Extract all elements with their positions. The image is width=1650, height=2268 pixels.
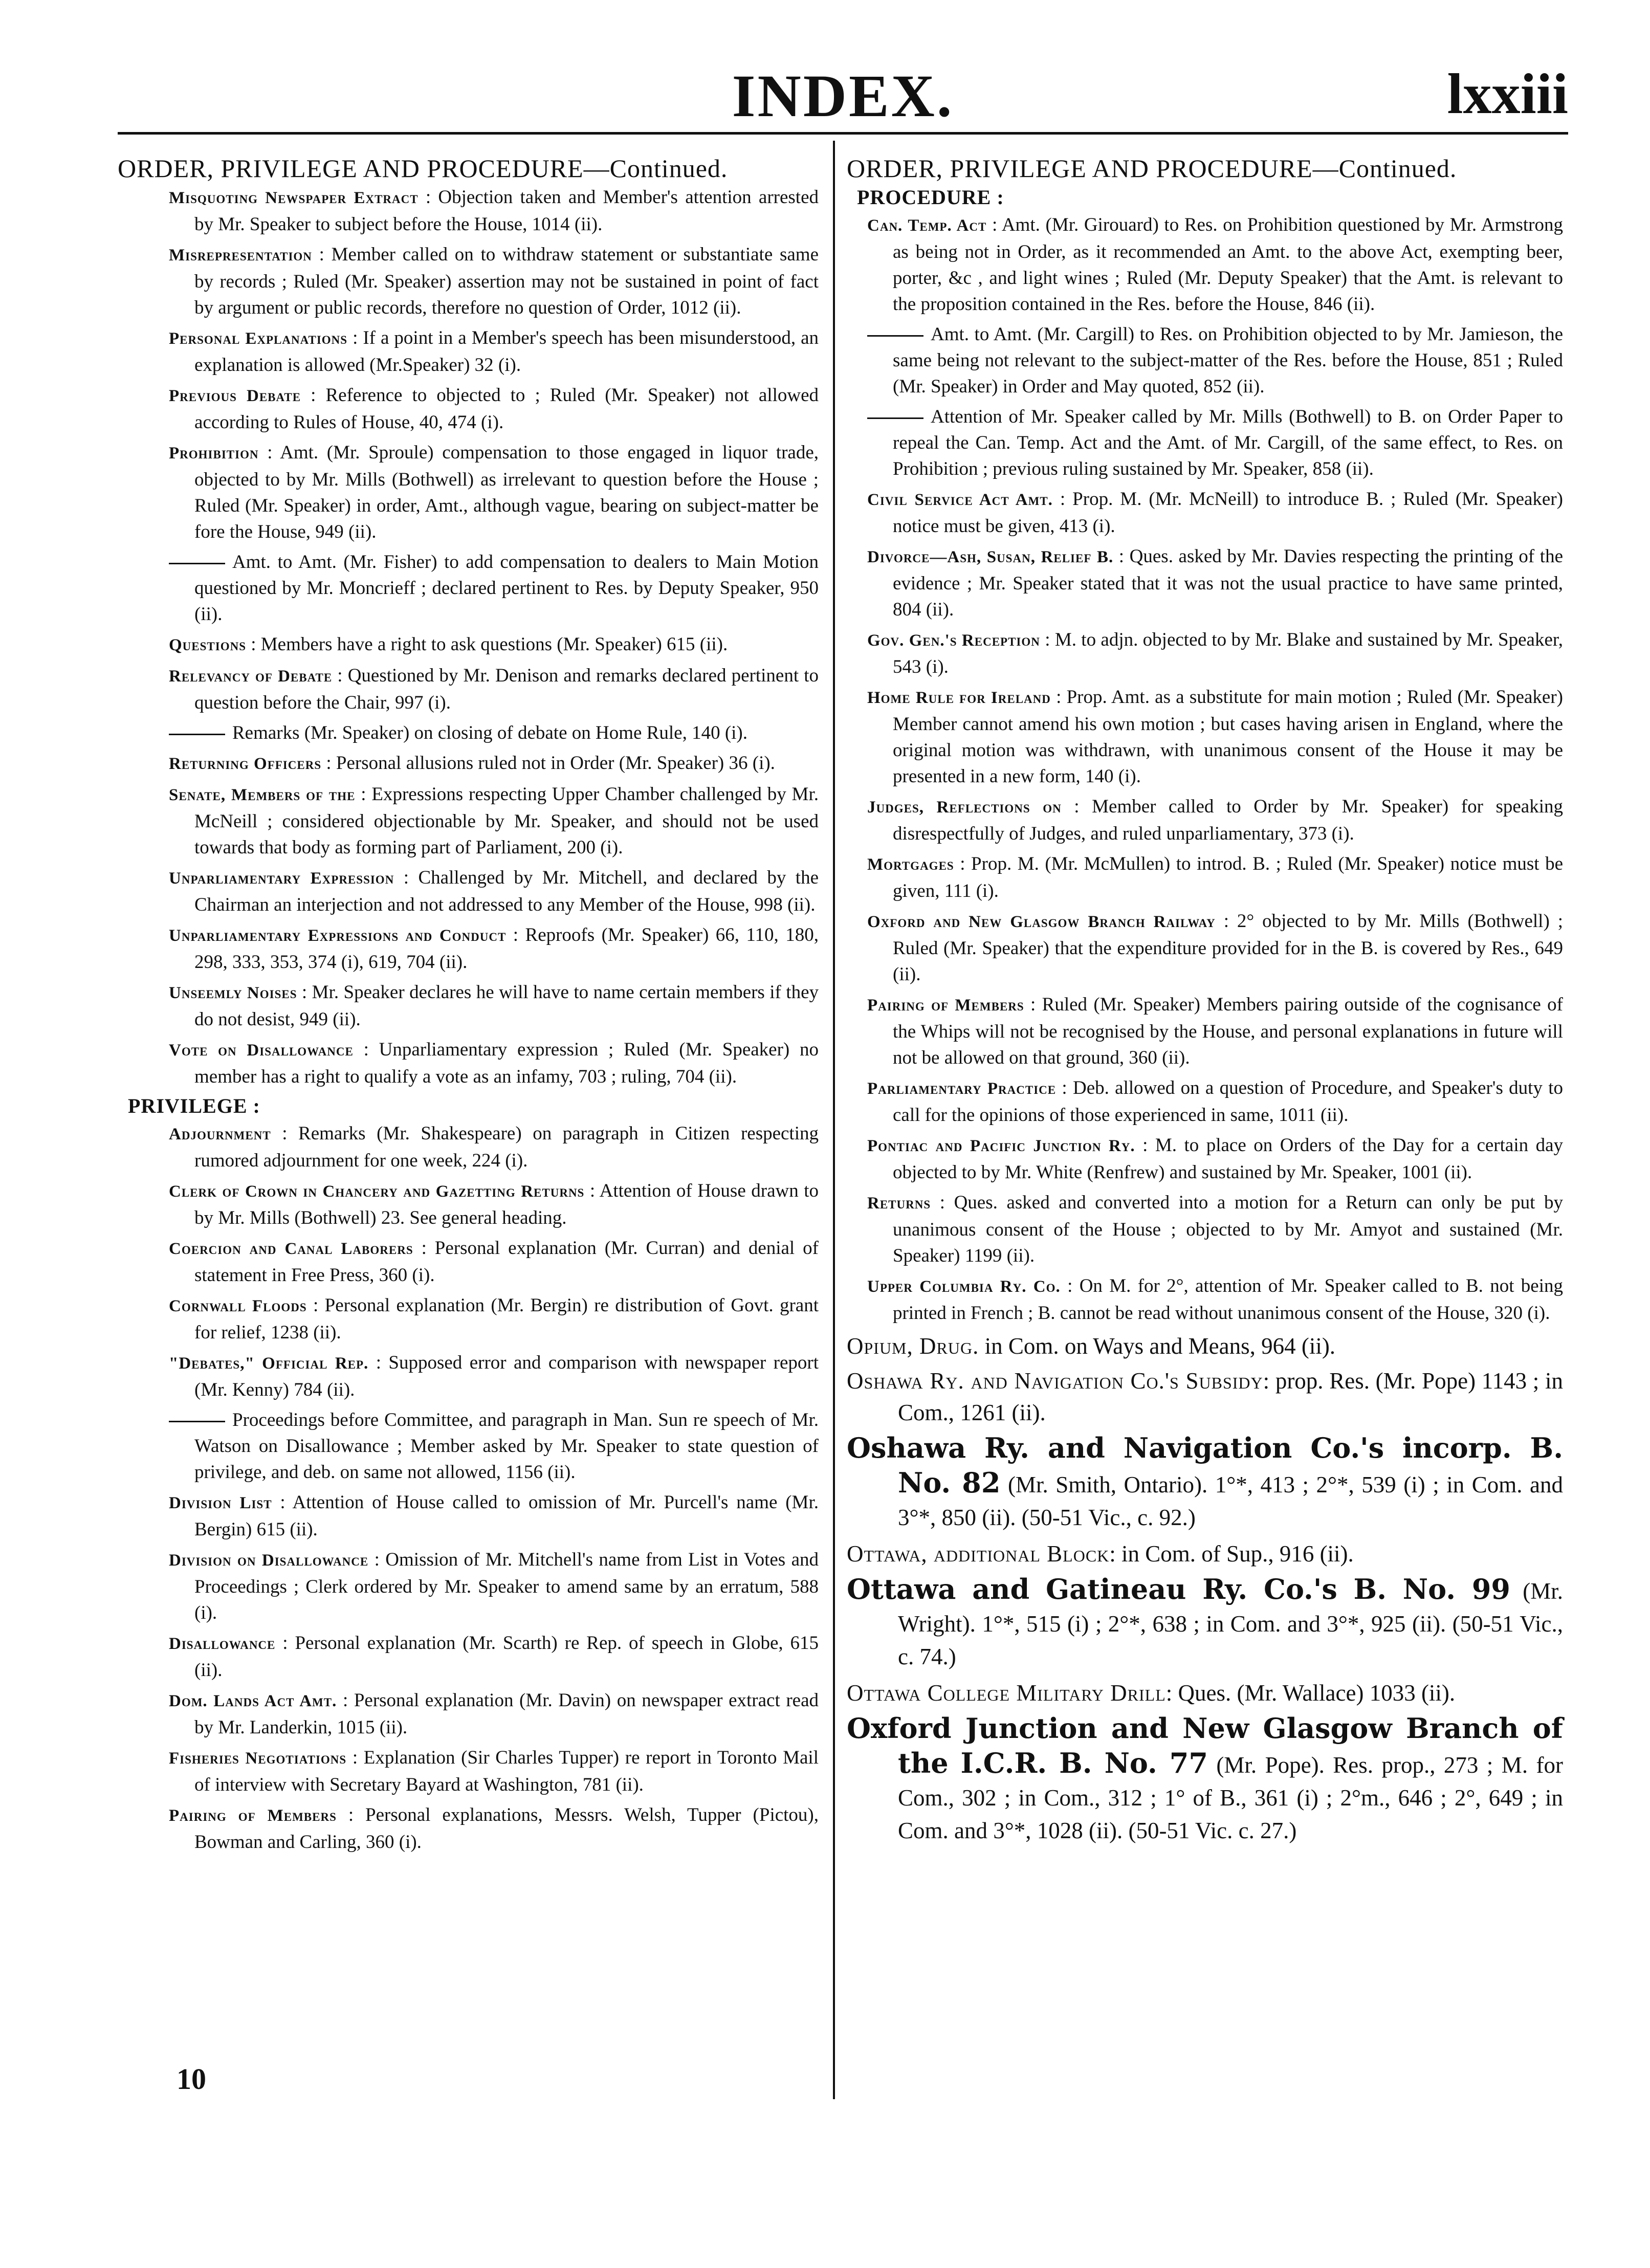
entry-keyword: "Debates," Official Rep. [169, 1354, 369, 1373]
index-entry [847, 992, 1563, 1071]
index-entry [118, 382, 819, 435]
entry-text: : Remarks (Mr. Shakespeare) on paragraph in Citizen respecting rumored adjournment for one week, 224 (i). [194, 1123, 819, 1171]
entry-text: : Attention of House called to omission of Mr. Purcell's name (Mr. Bergin) 615 (ii). [194, 1492, 819, 1540]
main-entry-keyword: Oxford Junction and New Glasgow Branch of the I.C.R. B. No. 77 [847, 1712, 1563, 1779]
page-header [118, 61, 1568, 128]
index-entry [118, 1630, 819, 1683]
entry-keyword: Division List [169, 1494, 272, 1512]
main-entry-keyword: Ottawa, additional Block [847, 1541, 1110, 1567]
index-entry [847, 543, 1563, 623]
index-entry [118, 549, 819, 627]
index-entry [847, 627, 1563, 680]
main-index-entry [847, 1330, 1563, 1362]
main-index-entry [847, 1432, 1563, 1534]
index-entry [847, 1075, 1563, 1128]
main-index-entry [847, 1365, 1563, 1428]
index-entry [118, 922, 819, 975]
index-entry [847, 321, 1563, 400]
index-entry [118, 1178, 819, 1231]
entry-text: : Personal explanation (Mr. Bergin) re distribution of Govt. grant for relief, 1238 (ii). [194, 1295, 819, 1343]
entry-text: : Expressions respecting Upper Chamber challenged by Mr. McNeill ; considered objectionable by Mr. Speaker, and should not be used towards that body as forming part of Parliament, 200 (i). [194, 784, 819, 858]
main-index-entry [847, 1677, 1563, 1709]
main-entry-text: : Ques. (Mr. Wallace) 1033 (ii). [1165, 1680, 1456, 1706]
entry-text: : Ruled (Mr. Speaker) Members pairing outside of the cognisance of the Whips will not be recognised by the House, and personal explanations in future will not be allowed on that ground, 360 (ii). [893, 994, 1563, 1068]
main-entry-keyword: Oshawa Ry. and Navigation Co.'s Subsidy [847, 1368, 1263, 1394]
entry-text: Amt. to Amt. (Mr. Cargill) to Res. on Prohibition objected to by Mr. Jamieson, the same being not relevant to the subject-matter of the Res. before the House, 851 ; Ruled (Mr. Speaker) in Order and May quoted, 852 (ii). [893, 324, 1563, 397]
index-entry [118, 1687, 819, 1741]
entry-text: : Ques. asked and converted into a motion for a Return can only be put by unanimous consent of the House ; objected to by Mr. Amyot and sustained (Mr. Speaker) 1199 (ii). [893, 1192, 1563, 1266]
entry-keyword: Oxford and New Glasgow Branch Railway [867, 913, 1216, 931]
index-entry [118, 1235, 819, 1288]
index-entry [847, 1132, 1563, 1185]
main-entry-text: in Com. on Ways and Means, 964 (ii). [979, 1333, 1336, 1359]
entry-text: : Mr. Speaker declares he will have to name certain members if they do not desist, 949 (ii). [194, 982, 819, 1030]
index-entry [847, 1273, 1563, 1326]
index-entry [847, 212, 1563, 317]
entry-keyword: Parliamentary Practice [867, 1080, 1057, 1098]
entry-keyword: Mortgages [867, 855, 954, 874]
entry-text: : M. to adjn. objected to by Mr. Blake and sustained by Mr. Speaker, 543 (i). [893, 629, 1563, 677]
entry-keyword: Coercion and Canal Laborers [169, 1240, 413, 1258]
entry-text: : Ques. asked by Mr. Davies respecting the printing of the evidence ; Mr. Speaker stated that it was not the usual practice to have same printed, 804 (ii). [893, 546, 1563, 620]
entry-keyword: Returns [867, 1194, 931, 1213]
entry-keyword: Misrepresentation [169, 246, 312, 265]
index-entry [118, 663, 819, 716]
entry-text: Remarks (Mr. Speaker) on closing of debate on Home Rule, 140 (i). [232, 722, 747, 743]
index-entry [118, 865, 819, 918]
section-heading-right: ORDER, PRIVILEGE AND PROCEDURE—Continued. [847, 154, 1457, 183]
privilege-heading: PRIVILEGE : [128, 1094, 260, 1117]
entry-text: : Amt. (Mr. Sproule) compensation to those engaged in liquor trade, objected to by Mr. Mills (Bothwell) as irrelevant to question before the House ; Ruled (Mr. Speaker) in order, Amt., although vague, bearing on subject-matter be fore the House, 949 (ii). [194, 442, 819, 542]
entry-keyword: Civil Service Act Amt. [867, 491, 1053, 509]
entry-text: : Reference to objected to ; Ruled (Mr. Speaker) not allowed according to Rules of House, 40, 474 (i). [194, 385, 819, 433]
index-entry [118, 1292, 819, 1346]
entry-text: : Personal explanations, Messrs. Welsh, Tupper (Pictou), Bowman and Carling, 360 (i). [194, 1804, 819, 1853]
entry-text: : Personal explanation (Mr. Curran) and denial of statement in Free Press, 360 (i). [194, 1238, 819, 1286]
entry-keyword: Unparliamentary Expression [169, 869, 394, 888]
entry-text: Amt. to Amt. (Mr. Fisher) to add compensation to dealers to Main Motion questioned by Mr. Moncrieff ; declared pertinent to Res. by Deputy Speaker, 950 (ii). [194, 552, 819, 625]
entry-text: : On M. for 2°, attention of Mr. Speaker called to B. not being printed in French ; B. cannot be read without unanimous consent of the House, 320 (i). [893, 1275, 1563, 1324]
index-entry [118, 1350, 819, 1403]
signature-mark: 10 [177, 2062, 206, 2096]
index-entry [118, 184, 819, 237]
entry-keyword: Upper Columbia Ry. Co. [867, 1278, 1061, 1296]
entry-keyword: Previous Debate [169, 387, 301, 405]
main-entry-text: (Mr. Wright). 1°*, 515 (i) ; 2°*, 638 ; in Com. and 3°*, 925 (ii). (50-51 Vic., c. 74.) [898, 1578, 1563, 1669]
entry-text: : Omission of Mr. Mitchell's name from List in Votes and Proceedings ; Clerk ordered by Mr. Speaker to amend same by an erratum, 588 (i). [194, 1549, 819, 1623]
section-heading: ORDER, PRIVILEGE AND PROCEDURE—Continued. [118, 154, 728, 183]
entry-text: : Explanation (Sir Charles Tupper) re report in Toronto Mail of interview with Secretary Bayard at Washington, 781 (ii). [194, 1747, 819, 1795]
entry-text: : Member called on to withdraw statement or substantiate same by records ; Ruled (Mr. Speaker) assertion may not be sustained in point of fact by argument or public records, therefore no question of Order, 1012 (ii). [194, 244, 819, 318]
index-entry [118, 241, 819, 321]
entry-text: : Amt. (Mr. Girouard) to Res. on Prohibition questioned by Mr. Armstrong as being not in Order, as it recommended an Amt. to the above Act, exempting beer, porter, &c , and light wines ; Ruled (Mr. Deputy Speaker) that the Amt. is relevant to the proposition contained in the Res. before the House, 846 (ii). [893, 214, 1563, 315]
entry-keyword: Unparliamentary Expressions and Conduct [169, 927, 507, 945]
entry-keyword: Senate, Members of the [169, 786, 356, 804]
right-column [847, 153, 1563, 1851]
index-entry [118, 1489, 819, 1543]
entry-text: : Supposed error and comparison with newspaper report (Mr. Kenny) 784 (ii). [194, 1352, 819, 1400]
entry-keyword: Misquoting Newspaper Extract [169, 189, 419, 207]
entry-keyword: Unseemly Noises [169, 984, 297, 1002]
page-title: INDEX. [732, 62, 954, 129]
entry-keyword: Dom. Lands Act Amt. [169, 1692, 337, 1710]
continuation-dash [867, 417, 923, 419]
main-entry-text: : prop. Res. (Mr. Pope) 1143 ; in Com., 1261 (ii). [898, 1368, 1563, 1425]
index-entry [118, 720, 819, 746]
index-entry [118, 781, 819, 861]
entry-keyword: Questions [169, 636, 246, 654]
column-divider [833, 141, 835, 2099]
main-entry-keyword: Oshawa Ry. and Navigation Co.'s incorp. B. No. 82 [847, 1432, 1563, 1499]
entry-keyword: Pontiac and Pacific Junction Ry. [867, 1137, 1135, 1155]
entry-text: Proceedings before Committee, and paragraph in Man. Sun re speech of Mr. Watson on Disallowance ; Member asked by Mr. Speaker to state question of privilege, and deb. on same not allowed, 1156 (ii). [194, 1410, 819, 1483]
index-entry [847, 486, 1563, 539]
privilege-entries [118, 1120, 819, 1855]
entry-keyword: Division on Disallowance [169, 1551, 369, 1570]
entry-text: : Personal explanation (Mr. Scarth) re Rep. of speech in Globe, 615 (ii). [194, 1633, 819, 1681]
index-entry [847, 908, 1563, 987]
index-entry [847, 1190, 1563, 1269]
index-entry [118, 1802, 819, 1855]
entry-text: : Reproofs (Mr. Speaker) 66, 110, 180, 298, 333, 353, 374 (i), 619, 704 (ii). [194, 924, 819, 973]
entry-text: : Objection taken and Member's attention arrested by Mr. Speaker to subject before the House, 1014 (ii). [194, 187, 819, 235]
entry-text: : 2° objected to by Mr. Mills (Bothwell) ; Ruled (Mr. Speaker) that the expenditure provided for in the B. is covered by Res., 649 (ii). [893, 911, 1563, 985]
main-entry-text: (Mr. Pope). Res. prop., 273 ; M. for Com., 302 ; in Com., 312 ; 1° of B., 361 (i) ; 2°m., 646 ; 2°, 649 ; in Com. and 3°*, 1028 (ii). (50-51 Vic. c. 27.) [898, 1752, 1563, 1843]
entry-text: : Deb. allowed on a question of Procedure, and Speaker's duty to call for the opinions of those experienced in same, 1011 (ii). [893, 1077, 1564, 1126]
entry-keyword: Divorce—Ash, Susan, Relief B. [867, 548, 1114, 566]
main-index-entry [847, 1538, 1563, 1570]
main-entries [847, 1330, 1563, 1847]
entry-keyword: Can. Temp. Act [867, 216, 987, 235]
continuation-dash [169, 563, 225, 564]
right-entries [847, 212, 1563, 1326]
entry-keyword: Fisheries Negotiations [169, 1749, 347, 1768]
entry-keyword: Judges, Reflections on [867, 798, 1062, 817]
entry-text: : Member called to Order by Mr. Speaker) for speaking disrespectfully of Judges, and ruled unparliamentary, 373 (i). [893, 796, 1563, 844]
continuation-dash [867, 335, 923, 337]
left-entries [118, 184, 819, 1090]
entry-text: : If a point in a Member's speech has been misunderstood, an explanation is allowed (Mr.Speaker) 32 (i). [194, 327, 819, 376]
index-entry [118, 1547, 819, 1626]
entry-keyword: Home Rule for Ireland [867, 689, 1051, 707]
entry-keyword: Prohibition [169, 444, 259, 463]
entry-text: : Members have a right to ask questions (Mr. Speaker) 615 (ii). [246, 634, 728, 655]
index-entry [118, 750, 819, 777]
entry-text: : Attention of House drawn to by Mr. Mills (Bothwell) 23. See general heading. [194, 1180, 819, 1228]
index-entry [118, 1037, 819, 1090]
entry-text: : Prop. M. (Mr. McMullen) to introd. B. ; Ruled (Mr. Speaker) notice must be given, 111 (i). [893, 853, 1563, 901]
procedure-heading: PROCEDURE : [857, 186, 1004, 209]
main-entry-keyword: Ottawa and Gatineau Ry. Co.'s B. No. 99 [847, 1573, 1510, 1605]
entry-text: : Challenged by Mr. Mitchell, and declared by the Chairman an interjection and not addressed to any Member of the House, 998 (ii). [194, 867, 819, 915]
header-rule [118, 132, 1568, 135]
entry-keyword: Personal Explanations [169, 329, 348, 348]
continuation-dash [169, 1421, 225, 1422]
index-entry [118, 1745, 819, 1798]
entry-text: Attention of Mr. Speaker called by Mr. Mills (Bothwell) to B. on Order Paper to repeal the Can. Temp. Act and the Amt. of Mr. Cargill, of the same effect, to Res. on Prohibition ; previous ruling sustained by Mr. Speaker, 858 (ii). [893, 406, 1563, 479]
left-column [118, 153, 819, 1859]
main-entry-keyword: Opium, Drug. [847, 1333, 979, 1359]
entry-text: : Unparliamentary expression ; Ruled (Mr. Speaker) no member has a right to qualify a vote as an infamy, 703 ; ruling, 704 (ii). [194, 1039, 819, 1087]
entry-text: : Personal explanation (Mr. Davin) on newspaper extract read by Mr. Landerkin, 1015 (ii). [194, 1690, 819, 1738]
main-entry-keyword: Ottawa College Military Drill [847, 1680, 1166, 1706]
entry-keyword: Adjournment [169, 1125, 271, 1143]
main-entry-text: : in Com. of Sup., 916 (ii). [1109, 1541, 1354, 1567]
page-number: lxxiii [1447, 62, 1568, 126]
main-entry-text: (Mr. Smith, Ontario). 1°*, 413 ; 2°*, 539 (i) ; in Com. and 3°*, 850 (ii). (50-51 Vic., c. 92.) [898, 1472, 1563, 1530]
entry-keyword: Relevancy of Debate [169, 667, 333, 686]
entry-keyword: Vote on Disallowance [169, 1041, 354, 1060]
index-entry [118, 631, 819, 658]
entry-keyword: Clerk of Crown in Chancery and Gazetting Returns [169, 1182, 585, 1201]
entry-keyword: Disallowance [169, 1635, 276, 1653]
entry-keyword: Pairing of Members [867, 996, 1024, 1015]
main-index-entry [847, 1712, 1563, 1847]
index-entry [118, 1120, 819, 1174]
index-entry [847, 684, 1563, 789]
entry-keyword: Gov. Gen.'s Reception [867, 631, 1040, 650]
index-entry [118, 325, 819, 378]
index-entry [847, 851, 1563, 904]
entry-keyword: Returning Officers [169, 755, 322, 773]
index-entry [118, 1407, 819, 1485]
index-entry [118, 439, 819, 545]
index-entry [847, 794, 1563, 847]
entry-keyword: Pairing of Members [169, 1807, 337, 1825]
entry-keyword: Cornwall Floods [169, 1297, 307, 1315]
continuation-dash [169, 734, 225, 735]
main-index-entry [847, 1573, 1563, 1673]
entry-text: : Personal allusions ruled not in Order (Mr. Speaker) 36 (i). [321, 753, 775, 774]
entry-text: : Prop. M. (Mr. McNeill) to introduce B. ; Ruled (Mr. Speaker) notice must be given, 413 (i). [893, 489, 1563, 537]
entry-text: : Questioned by Mr. Denison and remarks declared pertinent to question before the Chair, 997 (i). [194, 665, 819, 713]
entry-text: : M. to place on Orders of the Day for a certain day objected to by Mr. White (Renfrew) and sustained by Mr. Speaker, 1001 (ii). [893, 1135, 1563, 1183]
index-entry [118, 979, 819, 1032]
index-entry [847, 404, 1563, 482]
entry-text: : Prop. Amt. as a substitute for main motion ; Ruled (Mr. Speaker) Member cannot amend his own motion ; but cases having arisen in England, where the original motion was withdrawn, with unanimous consent of the House it may be presented in a new form, 140 (i). [893, 687, 1563, 787]
